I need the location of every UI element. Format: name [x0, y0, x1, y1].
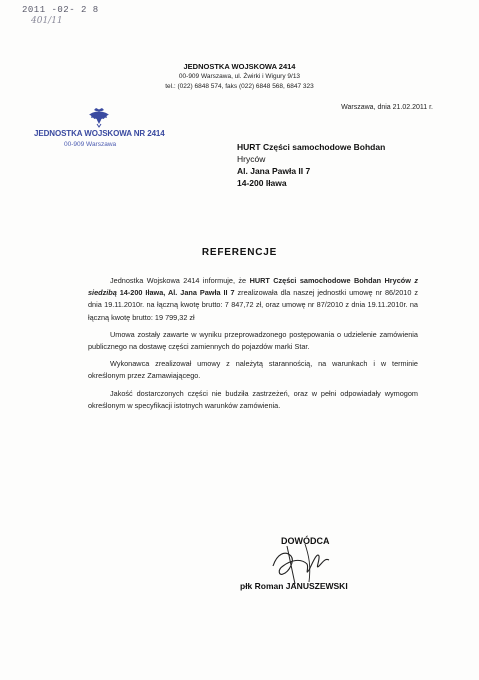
recipient-line-2: Hryców — [237, 154, 266, 164]
recipient-line-1: HURT Części samochodowe Bohdan — [237, 142, 386, 152]
document-title: REFERENCJE — [201, 247, 278, 258]
eagle-emblem-icon — [86, 106, 112, 128]
received-date-stamp: 2011 -02- 2 8 — [22, 5, 99, 15]
paragraph-4: Jakość dostarczonych części nie budziła zastrzeżeń, oraz w pełni odpowiadały wymogom określonym w specyfikacji istotnych warunków zamówienia. — [88, 388, 418, 410]
paragraph-1 — [88, 275, 418, 324]
unit-stamp-city: 00-909 Warszawa — [64, 141, 117, 148]
unit-stamp-name: JEDNOSTKA WOJSKOWA NR 2414 — [34, 129, 165, 138]
letterhead-phones: tel.: (022) 6848 574, faks (022) 6848 568, 6847 323 — [165, 83, 314, 90]
p1-company-name: HURT Części samochodowe Bohdan Hryców — [249, 276, 415, 285]
p1-company-address: 14-200 Iława, Al. Jana Pawła II 7 — [119, 288, 235, 298]
p1-seat-label: z siedzibą — [88, 276, 418, 298]
recipient-address — [237, 141, 385, 189]
letterhead-unit-name: JEDNOSTKA WOJSKOWA 2414 — [183, 62, 296, 71]
paragraph-3: Wykonawca zrealizował umowy z należytą starannością, na warunkach i w terminie określonym przez Zamawiającego. — [88, 359, 418, 381]
recipient-line-4: 14-200 Iława — [237, 178, 287, 188]
registry-number: 401/11 — [31, 16, 63, 26]
p1-text-1: Jednostka Wojskowa 2414 informuje, że — [110, 276, 250, 285]
place-and-date: Warszawa, dnia 21.02.2011 r. — [341, 104, 433, 111]
p1-text-2: zrealizowała dla naszej jednostki umowę nr 86/2010 z dnia 19.11.2010r. na łączną kwotę brutto: 7 847,72 zł, oraz umowę nr 87/2010 z dnia 19.11.2010r. na łączną kwotę brutto: 19 799,32 zł — [88, 288, 418, 322]
signature-block — [240, 536, 420, 596]
letterhead — [0, 62, 479, 92]
recipient-line-3: Al. Jana Pawła II 7 — [237, 166, 311, 176]
paragraph-2: Umowa zostały zawarte w wyniku przeprowadzonego postępowania o udzielenie zamówienia publicznego na dostawę części zamiennych do pojazdów marki Star. — [88, 329, 418, 352]
signatory-title: DOWÓDCA — [281, 536, 330, 546]
signatory-name: płk Roman JANUSZEWSKI — [240, 581, 348, 591]
letter-body — [88, 275, 418, 417]
letterhead-address: 00-909 Warszawa, ul. Żwirki i Wigury 9/13 — [178, 73, 301, 80]
